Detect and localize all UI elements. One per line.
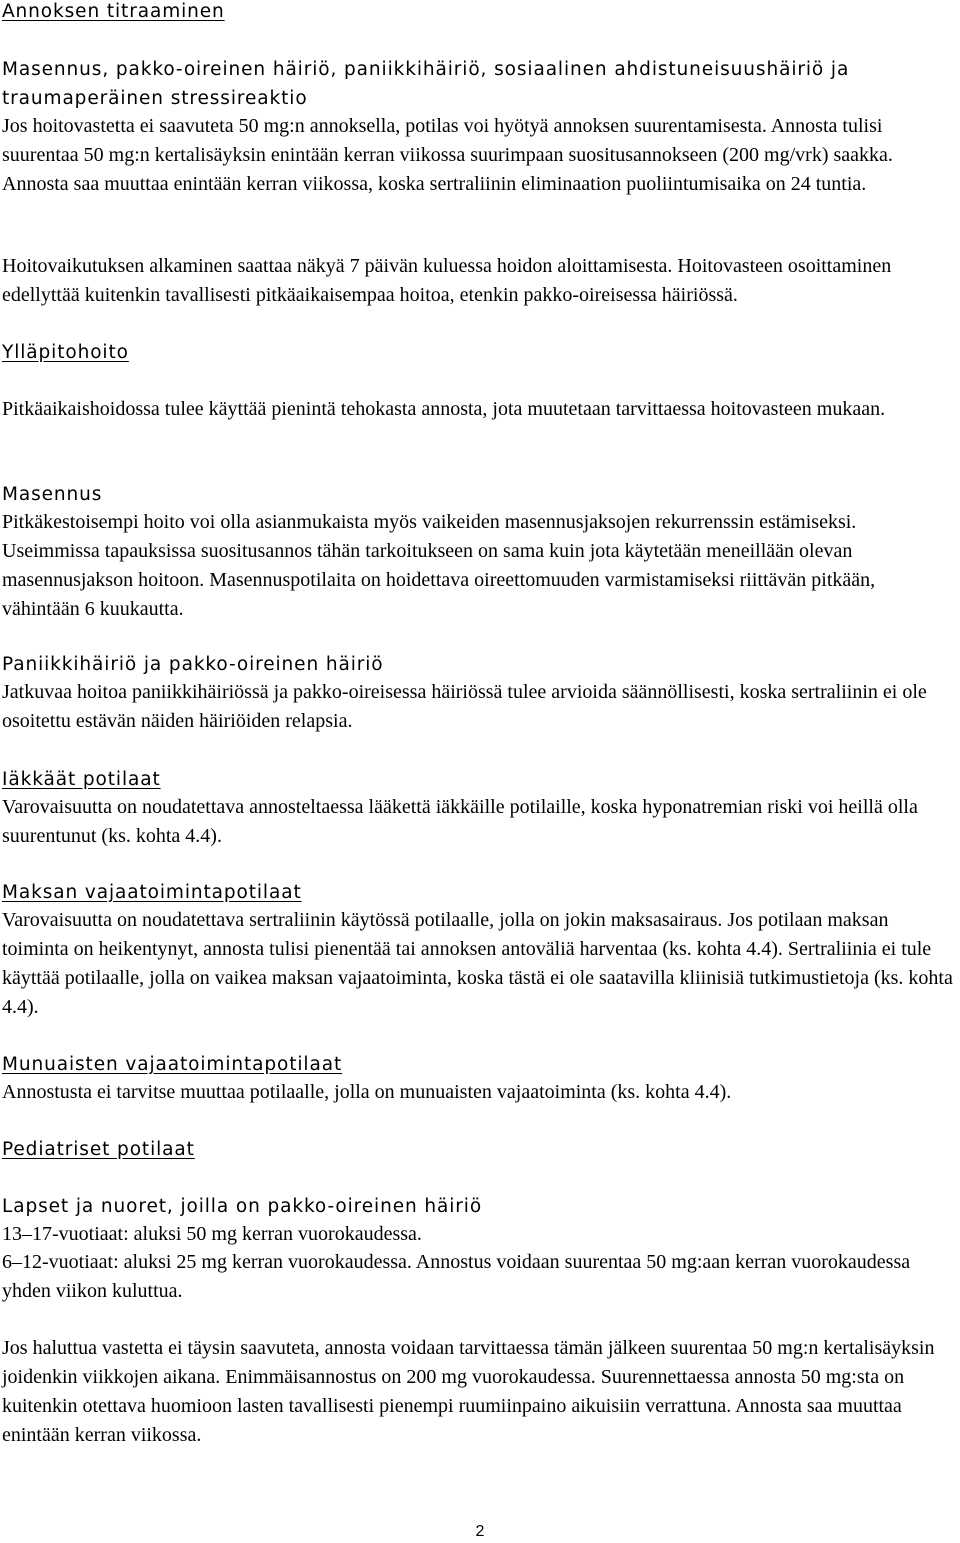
maintenance-paragraph: Pitkäaikaishoidossa tulee käyttää pienintä tehokasta annosta, jota muutetaan tarvittaessa hoitovasteen mukaan. <box>2 398 886 420</box>
pediatric-titration-paragraph: Jos haluttua vastetta ei täysin saavuteta, annosta voidaan tarvittaessa tämän jälkeen suurentaa 50 mg:n kertalisäyksin joidenkin viikkojen aikana. Enimmäisannostus on 200 mg vuorokaudessa. Suurennettaessa annosta 50 mg:sta on kuitenkin otettava huomioon lasten tavallisesti pienempi ruumiinpaino aikuisiin verrattuna. Annosta saa muuttaa enintään kerran viikossa. <box>2 1337 935 1446</box>
page-number: 2 <box>475 1523 485 1540</box>
subheading-renal: Munuaisten vajaatoimintapotilaat <box>2 1054 343 1075</box>
indications-heading: Masennus, pakko-oireinen häiriö, paniikkihäiriö, sosiaalinen ahdistuneisuushäiriö ja traumaperäinen stressireaktio <box>2 59 850 109</box>
subheading-pediatric-ocd: Lapset ja nuoret, joilla on pakko-oireinen häiriö <box>2 1196 483 1217</box>
elderly-paragraph: Varovaisuutta on noudatettava annosteltaessa lääkettä iäkkäille potilaille, koska hyponatremian riski voi heillä olla suurentunut (ks. kohta 4.4). <box>2 796 918 847</box>
section-heading-maintenance: Ylläpitohoito <box>2 342 129 363</box>
panic-ocd-paragraph: Jatkuvaa hoitoa paniikkihäiriössä ja pakko-oireisessa häiriössä tulee arvioida säännöllisesti, koska sertraliinin ei ole osoitettu estävän näiden häiriöiden relapsia. <box>2 681 927 732</box>
onset-paragraph: Hoitovaikutuksen alkaminen saattaa näkyä 7 päivän kuluessa hoidon aloittamisesta. Hoitovasteen osoittaminen edellyttää kuitenkin tavallisesti pitkäaikaisempaa hoitoa, etenkin pakko-oireisessa häiriössä. <box>2 255 892 306</box>
subheading-panic-ocd: Paniikkihäiriö ja pakko-oireinen häiriö <box>2 654 384 675</box>
titration-paragraph: Jos hoitovastetta ei saavuteta 50 mg:n annoksella, potilas voi hyötyä annoksen suurentamisesta. Annosta tulisi suurentaa 50 mg:n kertalisäyksin enintään kerran viikossa suurimpaan suositusannokseen (200 mg/vrk) saakka. Annosta saa muuttaa enintään kerran viikossa, koska sertraliinin eliminaation puoliintumisaika on 24 tuntia. <box>2 115 893 195</box>
pediatric-dose-6-12: 6–12-vuotiaat: aluksi 25 mg kerran vuorokaudessa. Annostus voidaan suurentaa 50 mg:aan kerran vuorokaudessa yhden viikon kuluttua. <box>2 1251 911 1302</box>
subheading-pediatric: Pediatriset potilaat <box>2 1139 195 1160</box>
depression-paragraph: Pitkäkestoisempi hoito voi olla asianmukaista myös vaikeiden masennusjaksojen rekurrenssin estämiseksi. Useimmissa tapauksissa suositusannos tähän tarkoitukseen on sama kuin jota käytetään meneillään olevan masennusjakson hoitoon. Masennuspotilaita on hoidettava oireettomuuden varmistamiseksi riittävän pitkään, vähintään 6 kuukautta. <box>2 511 876 620</box>
section-heading-titration: Annoksen titraaminen <box>2 1 225 22</box>
renal-paragraph: Annostusta ei tarvitse muuttaa potilaalle, jolla on munuaisten vajaatoiminta (ks. kohta 4.4). <box>2 1081 732 1103</box>
hepatic-paragraph: Varovaisuutta on noudatettava sertraliinin käytössä potilaalle, jolla on jokin maksasairaus. Jos potilaan maksan toiminta on heikentynyt, annosta tulisi pienentää tai annoksen antoväliä harventaa (ks. kohta 4.4). Sertraliinia ei tule käyttää potilaalle, jolla on vaikea maksan vajaatoiminta, koska tästä ei ole saatavilla kliinisiä tutkimustietoja (ks. kohta 4.4). <box>2 909 953 1018</box>
subheading-hepatic: Maksan vajaatoimintapotilaat <box>2 882 302 903</box>
subheading-depression: Masennus <box>2 484 103 505</box>
subheading-elderly: Iäkkäät potilaat <box>2 769 161 790</box>
pediatric-dose-13-17: 13–17-vuotiaat: aluksi 50 mg kerran vuorokaudessa. <box>2 1223 422 1245</box>
